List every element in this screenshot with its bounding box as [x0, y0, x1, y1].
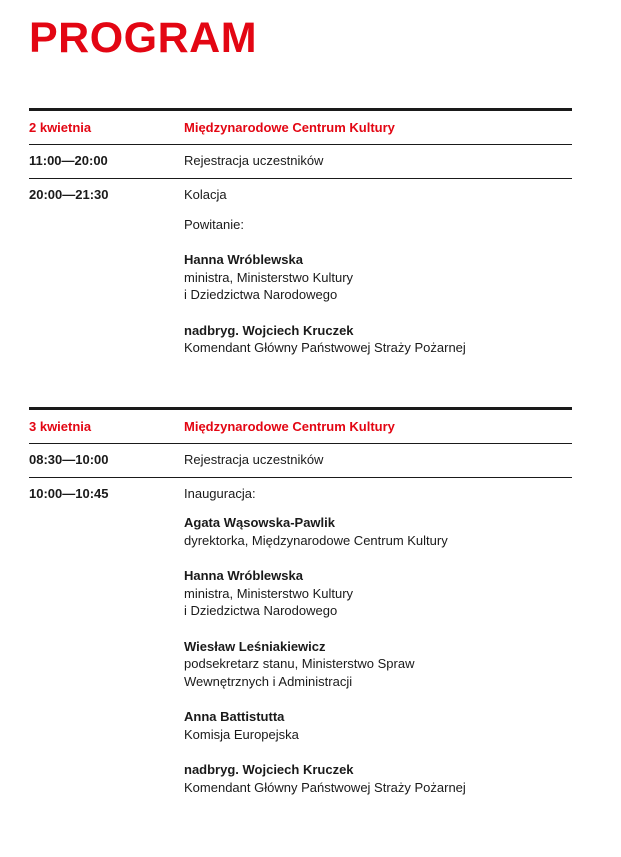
schedule-row-session: [29, 179, 572, 357]
day-section-1: [29, 108, 572, 357]
session-title: Rejestracja uczestników: [184, 452, 324, 467]
session-time: 20:00—21:30: [29, 187, 109, 202]
schedule-row-registration: [29, 145, 572, 179]
speaker-role: podsekretarz stanu, Ministerstwo Spraw Wewnętrznych i Administracji: [184, 656, 415, 689]
speaker-role: dyrektorka, Międzynarodowe Centrum Kultury: [184, 532, 448, 548]
session-intro: Powitanie:: [184, 217, 244, 232]
speaker: [184, 567, 572, 620]
speaker: [184, 514, 572, 549]
speaker-name: Wiesław Leśniakiewicz: [184, 638, 326, 654]
day-header: [29, 407, 572, 444]
session-time: 10:00—10:45: [29, 486, 109, 501]
speaker-role: Komendant Główny Państwowej Straży Pożarnej: [184, 779, 466, 795]
session-title: Rejestracja uczestników: [184, 153, 324, 168]
speaker: [184, 761, 572, 796]
speaker-name: Hanna Wróblewska: [184, 568, 303, 583]
speaker-name: Agata Wąsowska-Pawlik: [184, 515, 335, 530]
day-section-2: [29, 407, 572, 796]
speaker-role: Komisja Europejska: [184, 726, 299, 742]
day-venue: Międzynarodowe Centrum Kultury: [184, 120, 395, 135]
speaker-role: ministra, Ministerstwo Kultury i Dziedzictwa Narodowego: [184, 585, 354, 618]
speaker-name: nadbryg. Wojciech Kruczek: [184, 322, 354, 338]
speaker-name: nadbryg. Wojciech Kruczek: [184, 762, 354, 777]
day-date: 2 kwietnia: [29, 120, 92, 135]
speaker-role: Komendant Główny Państwowej Straży Pożarnej: [184, 340, 466, 355]
speaker: [184, 322, 572, 357]
speaker-role: ministra, Ministerstwo Kultury i Dziedzictwa Narodowego: [184, 269, 354, 302]
day-header: [29, 108, 572, 145]
session-title: Kolacja: [184, 187, 227, 202]
session-time: 08:30—10:00: [29, 452, 109, 467]
session-intro: Inauguracja:: [184, 486, 256, 501]
speaker-name: Anna Battistutta: [184, 709, 285, 724]
speaker: [184, 251, 572, 304]
speaker: [184, 708, 572, 743]
day-date: 3 kwietnia: [29, 419, 92, 434]
schedule-row-session: [29, 478, 572, 796]
speaker: [184, 638, 572, 691]
schedule-row-registration: [29, 444, 572, 478]
page-title: PROGRAM: [29, 14, 258, 62]
day-venue: Międzynarodowe Centrum Kultury: [184, 419, 395, 434]
speaker-name: Hanna Wróblewska: [184, 252, 303, 267]
session-time: 11:00—20:00: [29, 153, 108, 168]
